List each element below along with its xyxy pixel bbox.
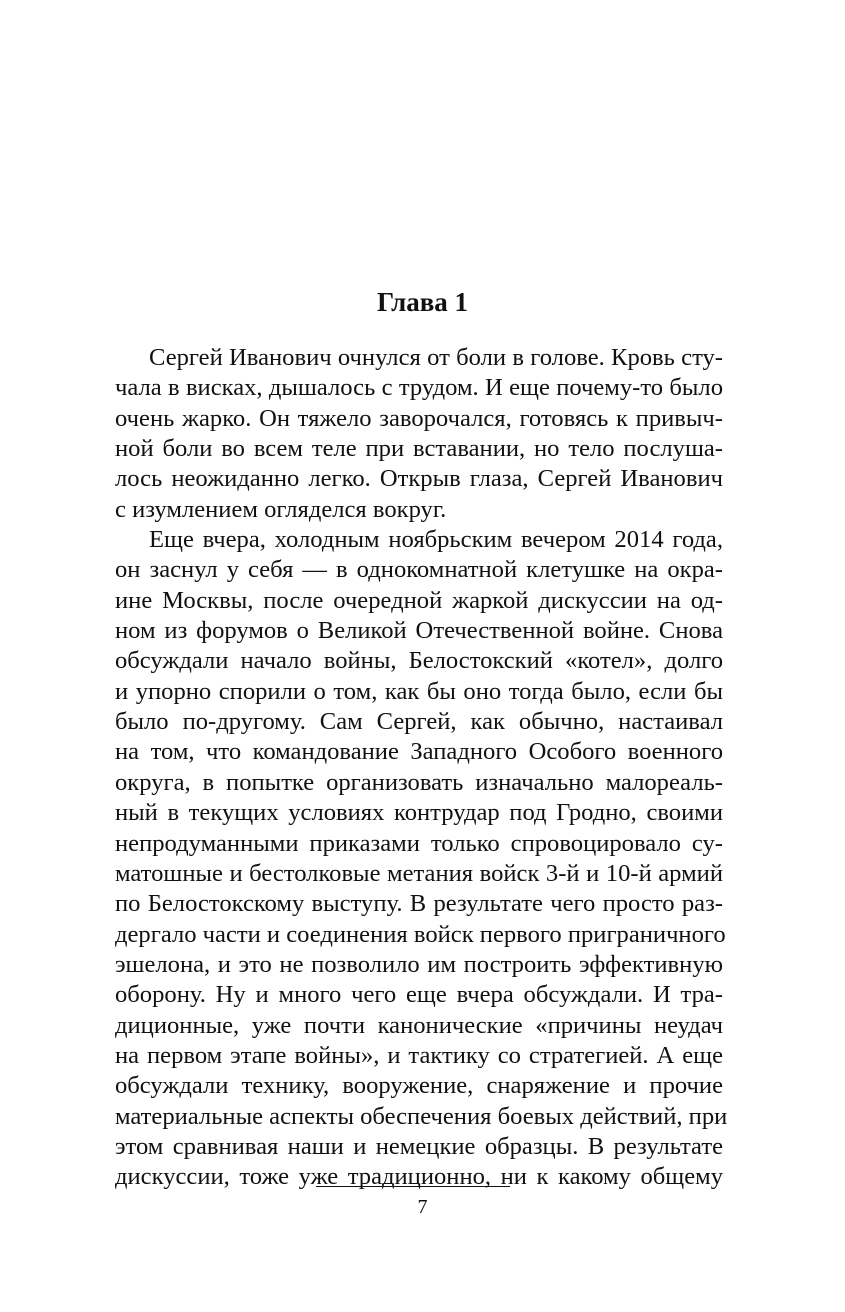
text-line: на том, что командование Западного Особого военного: [115, 738, 723, 766]
text-line: эшелона, и это не позволило им построить эффективную: [115, 950, 723, 978]
text-line: с изумлением огляделся вокруг.: [115, 495, 447, 523]
text-line: чала в висках, дышалось с трудом. И еще почему-то было: [115, 374, 723, 402]
text-line: ине Москвы, после очередной жаркой дискуссии на од-: [115, 586, 723, 614]
footer-rule: [316, 1186, 510, 1187]
text-line: лось неожиданно легко. Открыв глаза, Сергей Иванович: [115, 465, 723, 493]
text-line: материальные аспекты обеспечения боевых действий, при: [115, 1102, 728, 1130]
text-line: диционные, уже почти канонические «причины неудач: [115, 1011, 723, 1039]
text-line: дергало части и соединения войск первого приграничного: [115, 920, 726, 948]
text-line: по Белостокскому выступу. В результате чего просто раз-: [115, 890, 723, 918]
text-line: непродуманными приказами только спровоцировало су-: [115, 829, 723, 857]
text-line: ной боли во всем теле при вставании, но тело послуша-: [115, 435, 723, 463]
chapter-title: Глава 1: [376, 287, 469, 317]
text-line: матошные и бестолковые метания войск 3-й и 10-й армий: [115, 859, 723, 887]
text-line: было по-другому. Сам Сергей, как обычно, настаивал: [115, 708, 723, 736]
text-line: очень жарко. Он тяжело заворочался, готовясь к привыч-: [115, 404, 723, 432]
text-line: на первом этапе войны», и тактику со стратегией. А еще: [115, 1041, 723, 1069]
text-line: обсуждали начало войны, Белостокский «котел», долго: [115, 647, 723, 675]
text-line: дискуссии, тоже уже традиционно, ни к какому общему: [115, 1163, 723, 1191]
text-line: и упорно спорили о том, как бы оно тогда было, если бы: [115, 677, 723, 705]
text-line: ный в текущих условиях контрудар под Гродно, своими: [115, 799, 723, 827]
text-line: обсуждали технику, вооружение, снаряжение и прочие: [115, 1072, 723, 1100]
text-line: оборону. Ну и много чего еще вчера обсуждали. И тра-: [115, 981, 723, 1009]
text-line: этом сравнивая наши и немецкие образцы. В результате: [115, 1132, 723, 1160]
text-line: он заснул у себя — в однокомнатной клетушке на окра-: [115, 556, 723, 584]
text-line: округа, в попытке организовать изначально малореаль-: [115, 768, 723, 796]
body-text: [115, 343, 728, 1193]
text-line: Сергей Иванович очнулся от боли в голове. Кровь сту-: [149, 344, 723, 371]
text-line: Еще вчера, холодным ноябрьским вечером 2014 года,: [149, 526, 723, 554]
text-line: ном из форумов о Великой Отечественной войне. Снова: [115, 617, 723, 645]
page-number: 7: [417, 1196, 428, 1218]
